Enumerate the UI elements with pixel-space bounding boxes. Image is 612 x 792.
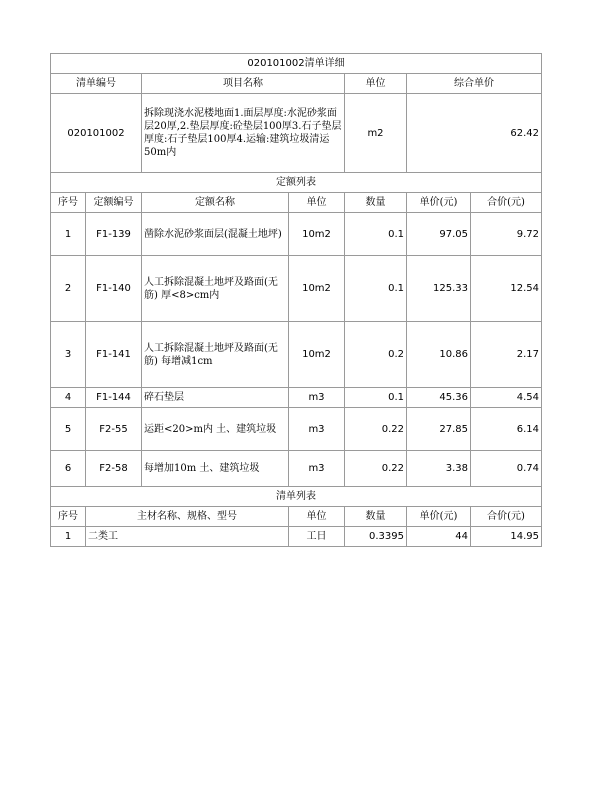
- quota-qty: 0.1: [345, 256, 407, 322]
- quota-code: F1-139: [86, 213, 142, 256]
- quota-unit: 10m2: [289, 213, 345, 256]
- quota-seq: 1: [51, 213, 86, 256]
- materials-header-row: [51, 507, 542, 527]
- table-row: [51, 213, 542, 256]
- quota-total: 12.54: [471, 256, 542, 322]
- quota-total: 4.54: [471, 388, 542, 408]
- quota-total: 0.74: [471, 451, 542, 487]
- material-seq: 1: [51, 527, 86, 547]
- quota-code: F1-141: [86, 322, 142, 388]
- quota-total: 2.17: [471, 322, 542, 388]
- table-row: [51, 388, 542, 408]
- col-header-code: 清单编号: [51, 74, 142, 94]
- quota-name: 人工拆除混凝土地坪及路面(无筋) 每增减1cm: [142, 322, 289, 388]
- quota-name: 运距<20>m内 土、建筑垃圾: [142, 408, 289, 451]
- quota-name: 碎石垫层: [142, 388, 289, 408]
- material-qty: 0.3395: [345, 527, 407, 547]
- quota-name: 每增加10m 土、建筑垃圾: [142, 451, 289, 487]
- quota-section-title: 定额列表: [51, 173, 542, 193]
- quota-unit-price: 125.33: [407, 256, 471, 322]
- quota-header-row: [51, 193, 542, 213]
- quota-code: F2-58: [86, 451, 142, 487]
- quota-unit-price: 97.05: [407, 213, 471, 256]
- materials-col-unit-price: 单价(元): [407, 507, 471, 527]
- quota-col-unit: 单位: [289, 193, 345, 213]
- quota-col-unit-price: 单价(元): [407, 193, 471, 213]
- quota-col-seq: 序号: [51, 193, 86, 213]
- quota-unit-price: 45.36: [407, 388, 471, 408]
- quota-unit: 10m2: [289, 256, 345, 322]
- quota-total: 9.72: [471, 213, 542, 256]
- title-row: [51, 54, 542, 74]
- quota-seq: 3: [51, 322, 86, 388]
- col-header-name: 项目名称: [142, 74, 345, 94]
- item-header-row: [51, 74, 542, 94]
- quota-unit: m3: [289, 451, 345, 487]
- quota-seq: 6: [51, 451, 86, 487]
- item-row: [51, 94, 542, 173]
- table-row: [51, 527, 542, 547]
- quota-name: 人工拆除混凝土地坪及路面(无筋) 厚<8>cm内: [142, 256, 289, 322]
- quota-col-total: 合价(元): [471, 193, 542, 213]
- materials-col-name: 主材名称、规格、型号: [86, 507, 289, 527]
- bill-detail-table: [50, 53, 542, 547]
- quota-name: 凿除水泥砂浆面层(混凝土地坪): [142, 213, 289, 256]
- table-row: [51, 451, 542, 487]
- materials-section-row: [51, 487, 542, 507]
- col-header-price: 综合单价: [407, 74, 542, 94]
- quota-unit-price: 10.86: [407, 322, 471, 388]
- materials-col-total: 合价(元): [471, 507, 542, 527]
- material-unit: 工日: [289, 527, 345, 547]
- quota-code: F1-140: [86, 256, 142, 322]
- quota-unit: 10m2: [289, 322, 345, 388]
- table-row: [51, 256, 542, 322]
- materials-col-unit: 单位: [289, 507, 345, 527]
- quota-qty: 0.1: [345, 388, 407, 408]
- table-row: [51, 408, 542, 451]
- material-total: 14.95: [471, 527, 542, 547]
- quota-unit-price: 3.38: [407, 451, 471, 487]
- quota-seq: 2: [51, 256, 86, 322]
- quota-col-name: 定额名称: [142, 193, 289, 213]
- quota-code: F2-55: [86, 408, 142, 451]
- quota-seq: 4: [51, 388, 86, 408]
- quota-unit: m3: [289, 408, 345, 451]
- item-unit: m2: [345, 94, 407, 173]
- quota-qty: 0.22: [345, 408, 407, 451]
- quota-section-row: [51, 173, 542, 193]
- quota-seq: 5: [51, 408, 86, 451]
- page-title: 020101002清单详细: [51, 54, 542, 74]
- material-unit-price: 44: [407, 527, 471, 547]
- quota-qty: 0.2: [345, 322, 407, 388]
- item-code: 020101002: [51, 94, 142, 173]
- materials-col-seq: 序号: [51, 507, 86, 527]
- table-row: [51, 322, 542, 388]
- materials-section-title: 清单列表: [51, 487, 542, 507]
- materials-col-qty: 数量: [345, 507, 407, 527]
- quota-qty: 0.22: [345, 451, 407, 487]
- quota-total: 6.14: [471, 408, 542, 451]
- quota-unit: m3: [289, 388, 345, 408]
- quota-qty: 0.1: [345, 213, 407, 256]
- material-name: 二类工: [86, 527, 289, 547]
- col-header-unit: 单位: [345, 74, 407, 94]
- quota-col-code: 定额编号: [86, 193, 142, 213]
- item-price: 62.42: [407, 94, 542, 173]
- quota-unit-price: 27.85: [407, 408, 471, 451]
- quota-col-qty: 数量: [345, 193, 407, 213]
- quota-code: F1-144: [86, 388, 142, 408]
- item-name: 拆除现浇水泥楼地面1.面层厚度:水泥砂浆面层20厚,2.垫层厚度:砼垫层100厚3.石子垫层厚度:石子垫层100厚4.运输:建筑垃圾清运50m内: [142, 94, 345, 173]
